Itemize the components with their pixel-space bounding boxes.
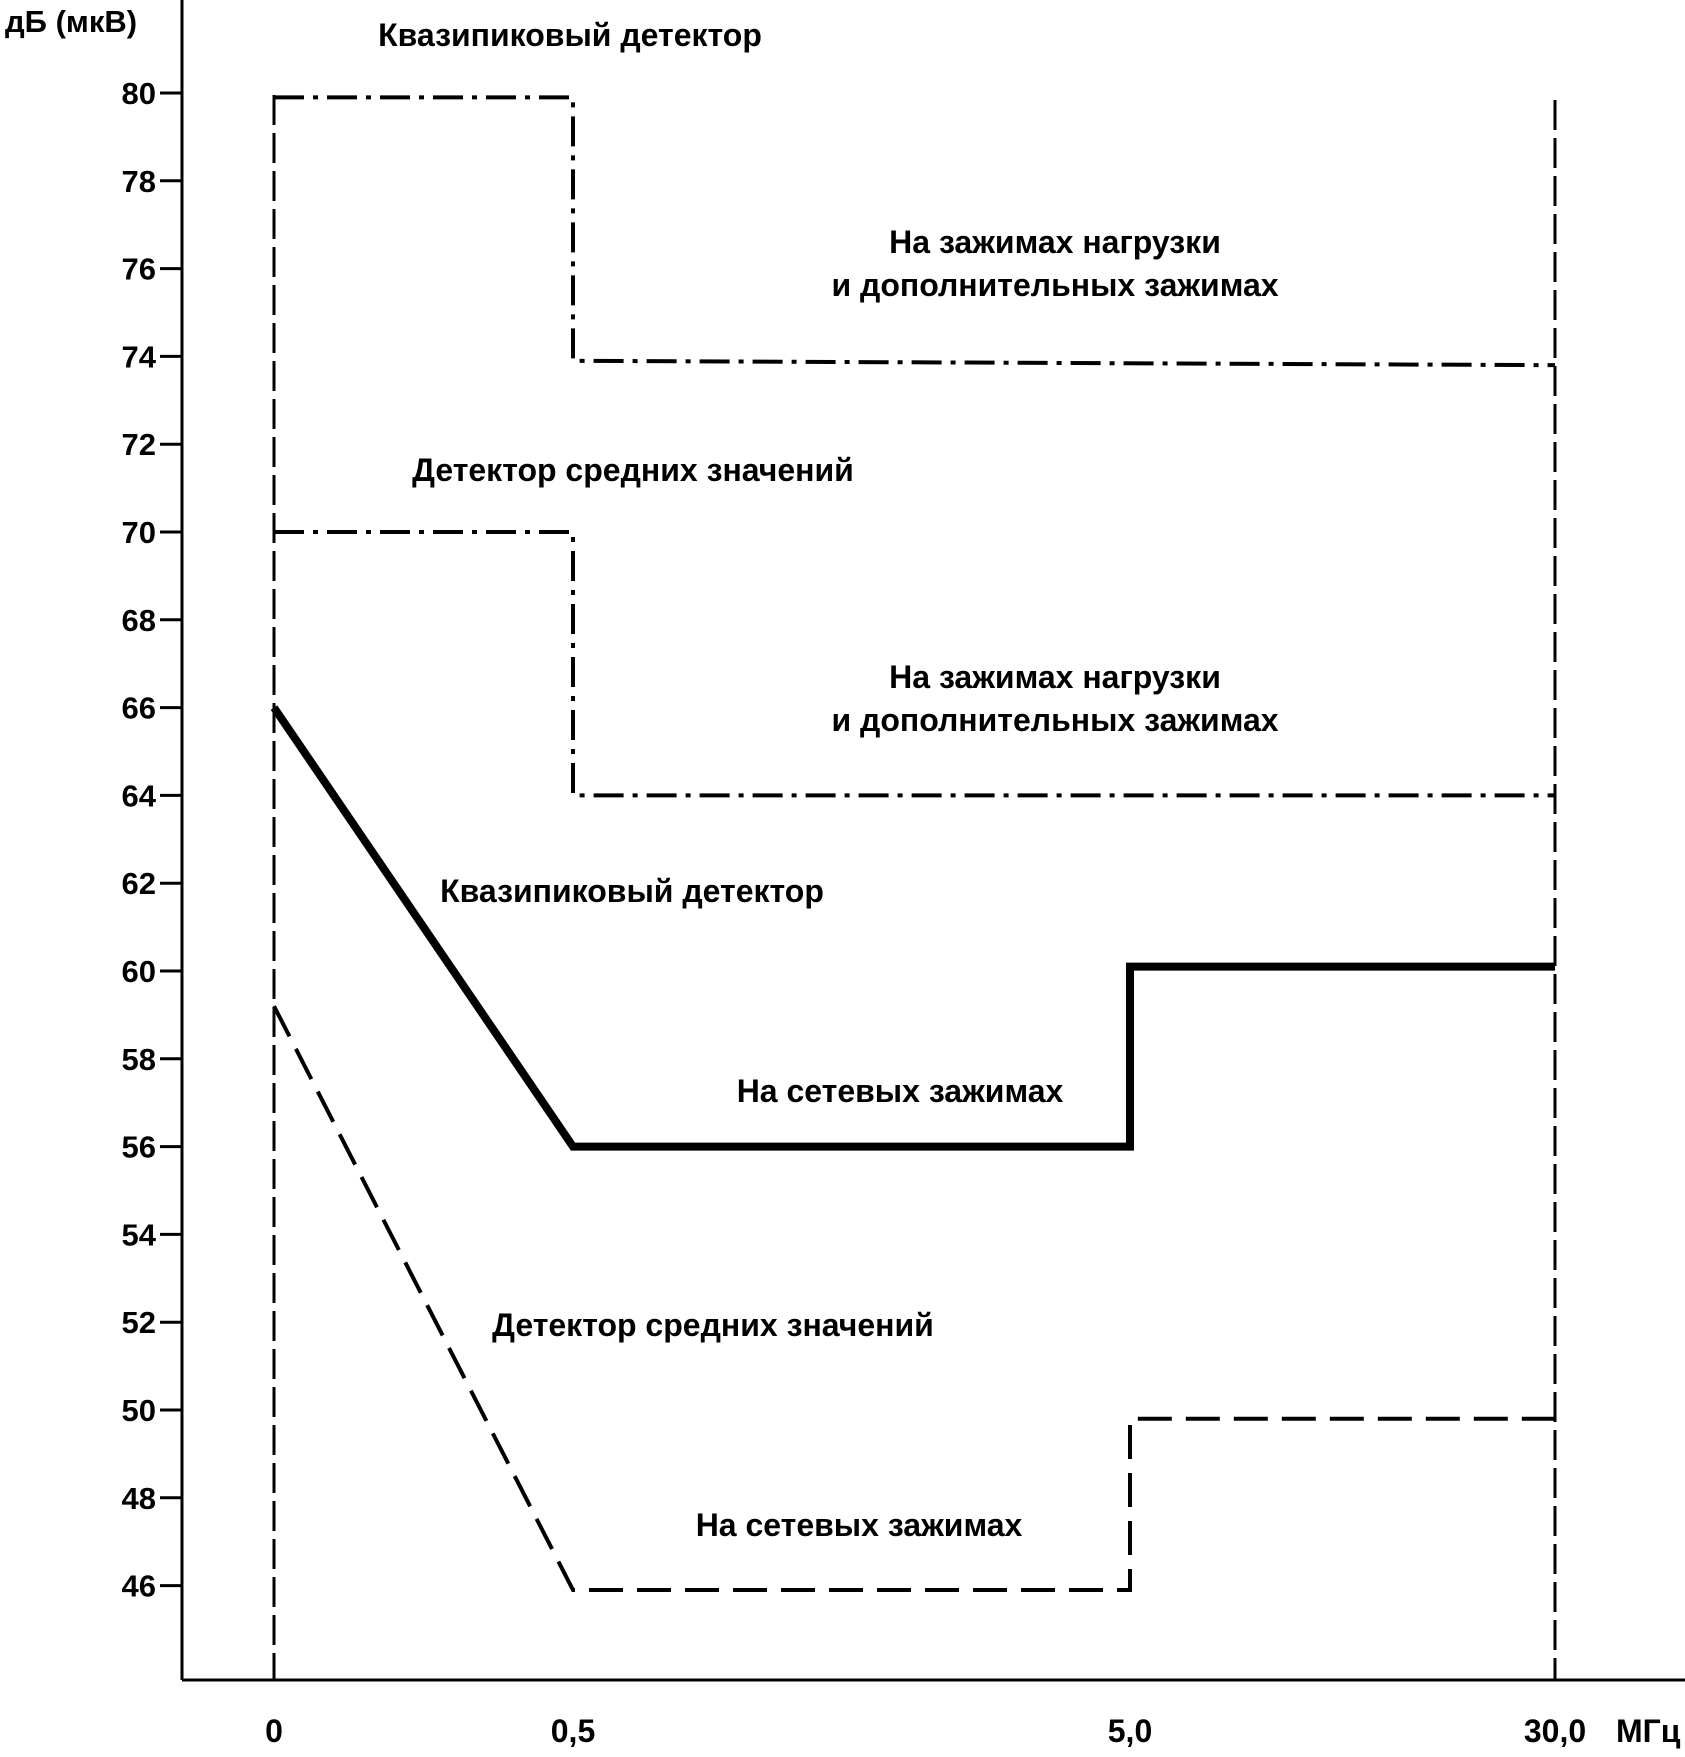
x-axis-ticks bbox=[265, 1713, 1586, 1749]
y-tick-label: 78 bbox=[121, 163, 156, 199]
y-tick-label: 74 bbox=[121, 339, 156, 375]
annotation-label: На сетевых зажимах bbox=[736, 1073, 1064, 1109]
annotation-label: и дополнительных зажимах bbox=[831, 702, 1279, 738]
y-tick-label: 64 bbox=[121, 778, 156, 814]
annotation-label: Квазипиковый детектор bbox=[440, 873, 824, 909]
annotation-label: Детектор средних значений bbox=[492, 1307, 934, 1343]
y-tick-label: 58 bbox=[121, 1041, 156, 1077]
y-axis-ticks bbox=[122, 76, 182, 1604]
x-axis-unit: МГц bbox=[1616, 1713, 1681, 1749]
y-tick-label: 76 bbox=[121, 251, 156, 287]
x-tick-label: 0,5 bbox=[550, 1713, 596, 1749]
y-tick-label: 54 bbox=[121, 1217, 156, 1253]
y-axis-label: дБ (мкВ) bbox=[5, 4, 138, 39]
x-tick-label: 0 bbox=[265, 1713, 283, 1749]
annotations bbox=[378, 17, 1279, 1543]
annotation-label: На зажимах нагрузки bbox=[889, 224, 1221, 260]
y-tick-label: 48 bbox=[121, 1480, 156, 1516]
annotation-label: Детектор средних значений bbox=[412, 452, 854, 488]
y-tick-label: 60 bbox=[121, 954, 156, 989]
series-group bbox=[274, 97, 1555, 1590]
annotation-label: На зажимах нагрузки bbox=[889, 659, 1221, 695]
annotation-label: На сетевых зажимах bbox=[695, 1507, 1023, 1543]
y-tick-label: 62 bbox=[121, 866, 156, 902]
x-tick-label: 5,0 bbox=[1107, 1713, 1153, 1749]
annotation-label: Квазипиковый детектор bbox=[378, 17, 762, 53]
y-tick-label: 46 bbox=[121, 1568, 156, 1604]
y-tick-label: 68 bbox=[121, 602, 156, 638]
x-tick-label: 30,0 bbox=[1523, 1713, 1587, 1749]
y-tick-label: 50 bbox=[121, 1393, 156, 1428]
y-tick-label: 66 bbox=[121, 690, 156, 726]
y-tick-label: 72 bbox=[121, 427, 156, 463]
annotation-label: и дополнительных зажимах bbox=[831, 267, 1279, 303]
y-tick-label: 52 bbox=[121, 1305, 156, 1341]
y-tick-label: 70 bbox=[121, 515, 156, 550]
y-tick-label: 56 bbox=[121, 1129, 156, 1165]
y-tick-label: 80 bbox=[121, 76, 156, 111]
